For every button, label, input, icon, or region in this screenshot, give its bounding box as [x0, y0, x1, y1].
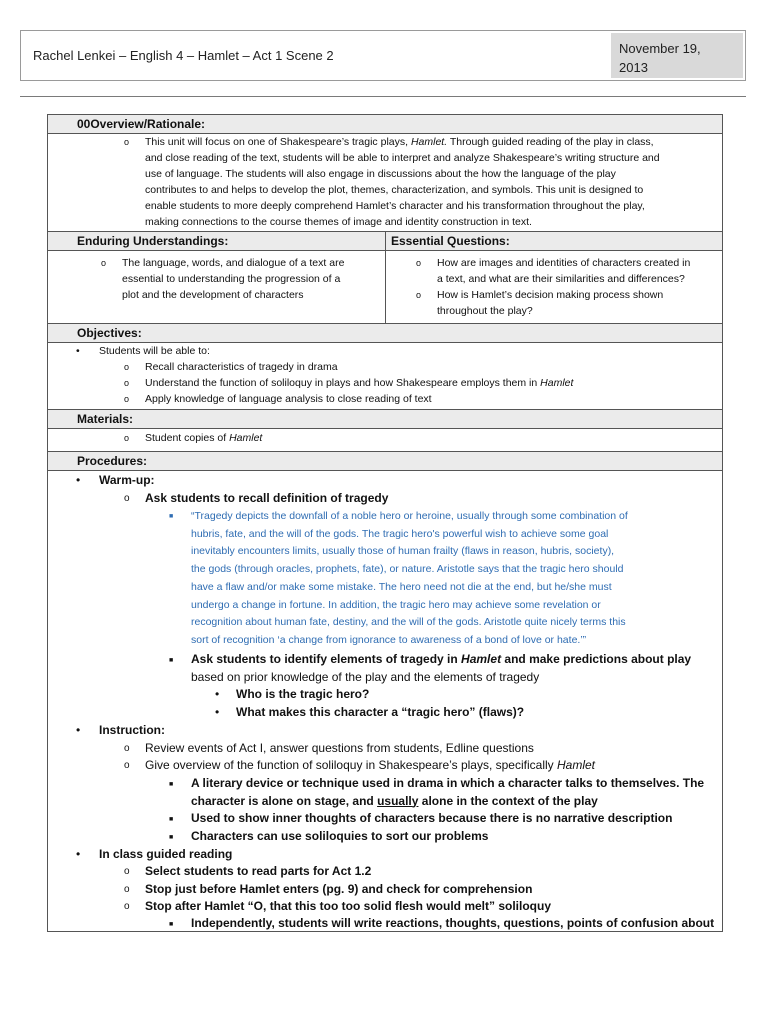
independent-writing: Independently, students will write reactions, thoughts, questions, points of confusion about: [191, 916, 715, 930]
soliloquy-overview: Give overview of the function of soliloquy in Shakespeare’s plays, specifically Hamlet: [145, 758, 596, 772]
circle-bullet-icon: o: [124, 378, 130, 388]
square-bullet-icon: ■: [169, 921, 174, 928]
enduring-line-1: The language, words, and dialogue of a text are: [122, 257, 345, 269]
disc-bullet-icon: •: [215, 705, 220, 719]
overview-line-6: making connections to the course themes of image and identity construction in text.: [145, 216, 532, 228]
circle-bullet-icon: o: [416, 290, 422, 300]
header-date: [611, 33, 743, 78]
identify-elements: Ask students to identify elements of tragedy in Hamlet and make predictions about play based on prior knowledge of the play and the elements of tragedy: [191, 652, 692, 684]
disc-bullet-icon: •: [76, 345, 80, 357]
warmup-label: Warm-up:: [99, 473, 155, 487]
overview-line-3: use of language. The students will also engage in discussions about the how the language of the play: [145, 168, 616, 180]
review-events: Review events of Act I, answer questions from students, Edline questions: [145, 741, 534, 755]
section-overview-heading: 00Overview/Rationale:: [48, 115, 723, 134]
header-date-line1: November 19,: [619, 41, 701, 56]
tragedy-quote: “Tragedy depicts the downfall of a noble hero or heroine, usually through some combination of hubris, fate, and the will of the gods. The tragic hero's powerful wish to achieve some goal inevitably encounters limits, usually those of human frailty (flaws in reason, hubris, society), the gods (through oracles, prophets, fate), or nature. Aristotle says that the tragic hero should have a flaw and/or make some mistake. The hero need not die at the end, but he/she must undergo a change in fortune. In addition, the tragic hero may achieve some revelation or recognition about human fate, destiny, and the will of the gods. Aristotle quite nicely terms this sort of recognition ‘a change from ignorance to awareness of a bond of love or hate.’”: [191, 510, 628, 646]
objectives-cell: [48, 343, 723, 410]
header-rule: [20, 96, 746, 97]
circle-bullet-icon: o: [124, 743, 130, 754]
section-essential-heading: Essential Questions:: [386, 232, 723, 251]
section-enduring-heading: Enduring Understandings:: [48, 232, 386, 251]
overview-line-5: enable students to more deeply comprehend Hamlet’s character and his transformation throughout the play,: [145, 200, 645, 212]
disc-bullet-icon: •: [215, 687, 220, 701]
question-tragic-hero: Who is the tragic hero?: [236, 687, 370, 701]
square-bullet-icon: ■: [169, 657, 174, 664]
objectives-intro: Students will be able to:: [99, 345, 210, 357]
circle-bullet-icon: o: [416, 258, 422, 268]
section-procedures-heading: Procedures:: [48, 452, 723, 471]
header-date-line2: 2013: [619, 60, 648, 75]
square-bullet-icon: ■: [169, 513, 174, 520]
disc-bullet-icon: •: [76, 723, 81, 737]
stop-after-soliloquy: Stop after Hamlet “O, that this too too solid flesh would melt” soliloquy: [145, 899, 552, 913]
essential-q1-line-2: a text, and what are their similarities and differences?: [437, 273, 685, 285]
objective-item-1: Recall characteristics of tragedy in drama: [145, 361, 338, 373]
enduring-line-3: plot and the development of characters: [122, 289, 304, 301]
materials-cell: [48, 429, 723, 452]
literary-device-definition: A literary device or technique used in drama in which a character talks to themselves. The character is alone on stage, and usually alone in the context of the play: [191, 776, 705, 808]
essential-q2-line-2: throughout the play?: [437, 305, 533, 317]
sort-problems: Characters can use soliloquies to sort our problems: [191, 829, 489, 843]
square-bullet-icon: ■: [169, 816, 174, 823]
essential-cell: [386, 251, 723, 324]
overview-line-1: This unit will focus on one of Shakespeare’s tragic plays, Hamlet. Through guided reading of the play in class,: [145, 136, 654, 148]
instruction-label: Instruction:: [99, 723, 165, 737]
procedures-cell: [48, 471, 723, 932]
square-bullet-icon: ■: [169, 781, 174, 788]
section-materials-heading: Materials:: [48, 410, 723, 429]
circle-bullet-icon: o: [124, 884, 130, 895]
enduring-line-2: essential to understanding the progression of a: [122, 273, 341, 285]
inner-thoughts: Used to show inner thoughts of characters because there is no narrative description: [191, 811, 673, 825]
materials-item: Student copies of Hamlet: [145, 432, 263, 444]
select-students: Select students to read parts for Act 1.2: [145, 864, 372, 878]
circle-bullet-icon: o: [124, 493, 130, 504]
header-title: Rachel Lenkei – English 4 – Hamlet – Act 1 Scene 2: [33, 48, 334, 63]
circle-bullet-icon: o: [124, 362, 130, 372]
ask-recall: Ask students to recall definition of tragedy: [145, 491, 389, 505]
circle-bullet-icon: o: [124, 394, 130, 404]
disc-bullet-icon: •: [76, 847, 81, 861]
objective-item-3: Apply knowledge of language analysis to close reading of text: [145, 393, 432, 405]
circle-bullet-icon: o: [124, 866, 130, 877]
enduring-cell: [48, 251, 386, 324]
section-objectives-heading: Objectives:: [48, 324, 723, 343]
essential-q1-line-1: How are images and identities of characters created in: [437, 257, 691, 269]
objective-item-2: Understand the function of soliloquy in plays and how Shakespeare employs them in Hamlet: [145, 377, 574, 389]
guided-reading-label: In class guided reading: [99, 847, 233, 861]
lesson-plan-table: [47, 114, 723, 932]
question-flaws: What makes this character a “tragic hero” (flaws)?: [236, 705, 525, 719]
circle-bullet-icon: o: [124, 901, 130, 912]
overview-line-4: contributes to and helps to develop the plot, themes, characterization, and symbols. This unit is designed to: [145, 184, 644, 196]
disc-bullet-icon: •: [76, 473, 81, 487]
circle-bullet-icon: o: [124, 433, 130, 443]
stop-before-hamlet: Stop just before Hamlet enters (pg. 9) and check for comprehension: [145, 882, 533, 896]
circle-bullet-icon: o: [101, 258, 107, 268]
square-bullet-icon: ■: [169, 834, 174, 841]
overview-line-2: and close reading of the text, students will be able to interpret and analyze Shakespeare’s writing structure and: [145, 152, 660, 164]
document-header: [20, 30, 746, 81]
overview-cell: [48, 134, 723, 232]
circle-bullet-icon: o: [124, 760, 130, 771]
circle-bullet-icon: o: [124, 137, 130, 147]
essential-q2-line-1: How is Hamlet’s decision making process shown: [437, 289, 664, 301]
